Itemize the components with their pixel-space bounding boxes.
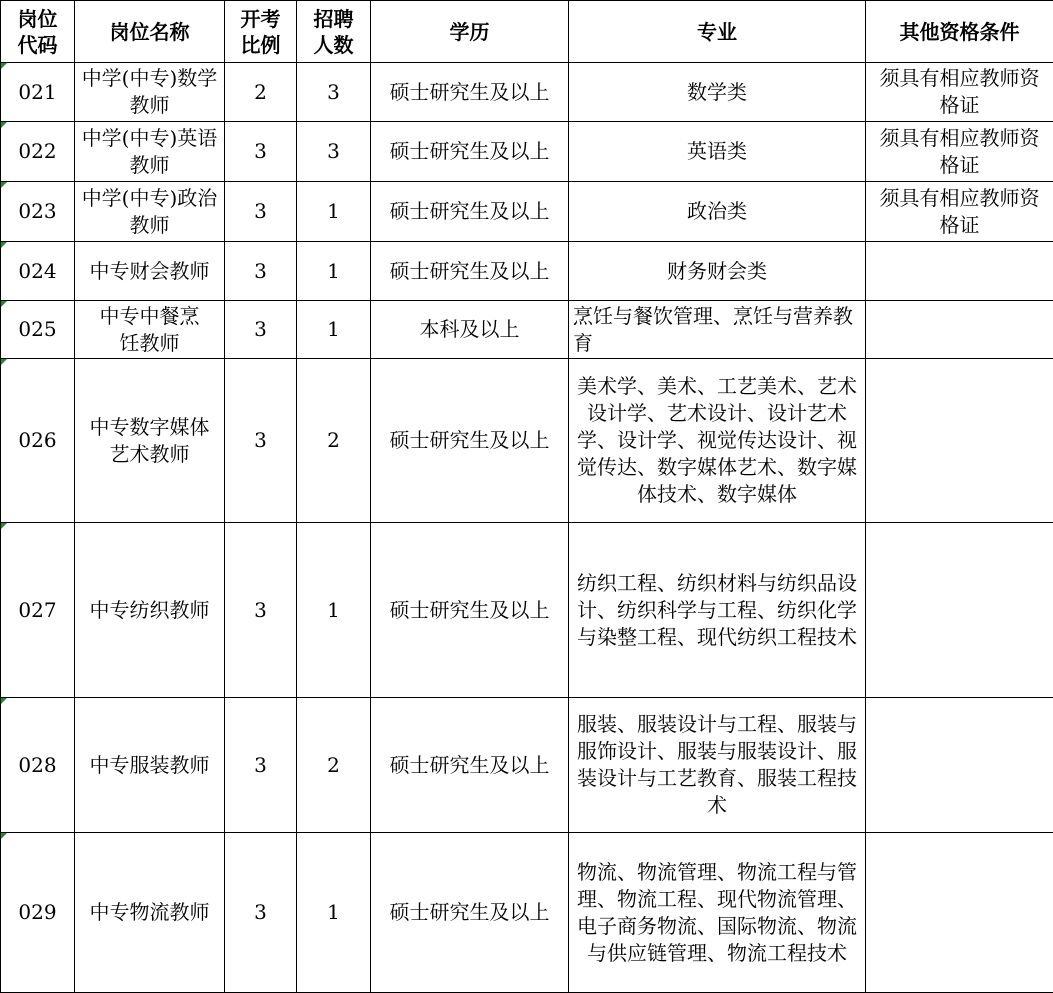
cell-count: 3 (297, 122, 371, 182)
table-row (1, 63, 1053, 122)
cell-major: 服装、服装设计与工程、服装与服饰设计、服装与服装设计、服装设计与工艺教育、服装工程技术 (569, 698, 866, 833)
header-ratio: 开考比例 (225, 1, 297, 63)
cell-education: 硕士研究生及以上 (371, 63, 569, 122)
cell-name: 中专物流教师 (75, 833, 225, 993)
cell-ratio: 3 (225, 122, 297, 182)
cell-name: 中专财会教师 (75, 242, 225, 301)
header-education: 学历 (371, 1, 569, 63)
cell-other (866, 242, 1053, 301)
cell-other: 须具有相应教师资格证 (866, 63, 1053, 122)
cell-major: 英语类 (569, 122, 866, 182)
table-row (1, 698, 1053, 833)
cell-education: 硕士研究生及以上 (371, 359, 569, 523)
table-row (1, 359, 1053, 523)
cell-major: 物流、物流管理、物流工程与管理、物流工程、现代物流管理、电子商务物流、国际物流、物流与供应链管理、物流工程技术 (569, 833, 866, 993)
cell-ratio: 3 (225, 833, 297, 993)
header-count: 招聘人数 (297, 1, 371, 63)
cell-education: 硕士研究生及以上 (371, 182, 569, 242)
cell-code: 023 (1, 182, 75, 242)
header-other: 其他资格条件 (866, 1, 1053, 63)
cell-name: 中学(中专)数学教师 (75, 63, 225, 122)
cell-count: 1 (297, 242, 371, 301)
cell-code: 026 (1, 359, 75, 523)
table-row (1, 122, 1053, 182)
cell-code: 022 (1, 122, 75, 182)
cell-education: 硕士研究生及以上 (371, 833, 569, 993)
cell-code: 025 (1, 301, 75, 359)
cell-count: 1 (297, 301, 371, 359)
cell-other: 须具有相应教师资格证 (866, 182, 1053, 242)
cell-other: 须具有相应教师资格证 (866, 122, 1053, 182)
cell-name: 中学(中专)政治教师 (75, 182, 225, 242)
cell-code: 028 (1, 698, 75, 833)
cell-major: 美术学、美术、工艺美术、艺术设计学、艺术设计、设计艺术学、设计学、视觉传达设计、视觉传达、数字媒体艺术、数字媒体技术、数字媒体 (569, 359, 866, 523)
cell-education: 硕士研究生及以上 (371, 122, 569, 182)
cell-name: 中专纺织教师 (75, 523, 225, 698)
cell-education: 硕士研究生及以上 (371, 242, 569, 301)
cell-other (866, 301, 1053, 359)
cell-code: 021 (1, 63, 75, 122)
cell-code: 027 (1, 523, 75, 698)
cell-education: 硕士研究生及以上 (371, 698, 569, 833)
cell-major: 烹饪与餐饮管理、烹饪与营养教育 (569, 301, 866, 359)
cell-name: 中学(中专)英语教师 (75, 122, 225, 182)
table-row (1, 182, 1053, 242)
cell-code: 024 (1, 242, 75, 301)
cell-ratio: 3 (225, 523, 297, 698)
header-major: 专业 (569, 1, 866, 63)
table-row (1, 833, 1053, 993)
header-row (1, 1, 1053, 63)
cell-major: 纺织工程、纺织材料与纺织品设计、纺织科学与工程、纺织化学与染整工程、现代纺织工程技术 (569, 523, 866, 698)
cell-count: 1 (297, 833, 371, 993)
cell-ratio: 3 (225, 359, 297, 523)
table-row (1, 523, 1053, 698)
cell-education: 本科及以上 (371, 301, 569, 359)
header-code: 岗位代码 (1, 1, 75, 63)
cell-other (866, 523, 1053, 698)
cell-count: 1 (297, 182, 371, 242)
cell-ratio: 2 (225, 63, 297, 122)
cell-code: 029 (1, 833, 75, 993)
cell-name: 中专服装教师 (75, 698, 225, 833)
header-name: 岗位名称 (75, 1, 225, 63)
cell-ratio: 3 (225, 698, 297, 833)
cell-major: 政治类 (569, 182, 866, 242)
cell-name: 中专中餐烹饪教师 (75, 301, 225, 359)
cell-count: 1 (297, 523, 371, 698)
cell-education: 硕士研究生及以上 (371, 523, 569, 698)
cell-name: 中专数字媒体艺术教师 (75, 359, 225, 523)
cell-count: 3 (297, 63, 371, 122)
table-row (1, 242, 1053, 301)
cell-other (866, 698, 1053, 833)
cell-ratio: 3 (225, 182, 297, 242)
cell-count: 2 (297, 359, 371, 523)
cell-ratio: 3 (225, 242, 297, 301)
cell-count: 2 (297, 698, 371, 833)
cell-other (866, 833, 1053, 993)
cell-major: 数学类 (569, 63, 866, 122)
cell-major: 财务财会类 (569, 242, 866, 301)
cell-ratio: 3 (225, 301, 297, 359)
table-row (1, 301, 1053, 359)
cell-other (866, 359, 1053, 523)
